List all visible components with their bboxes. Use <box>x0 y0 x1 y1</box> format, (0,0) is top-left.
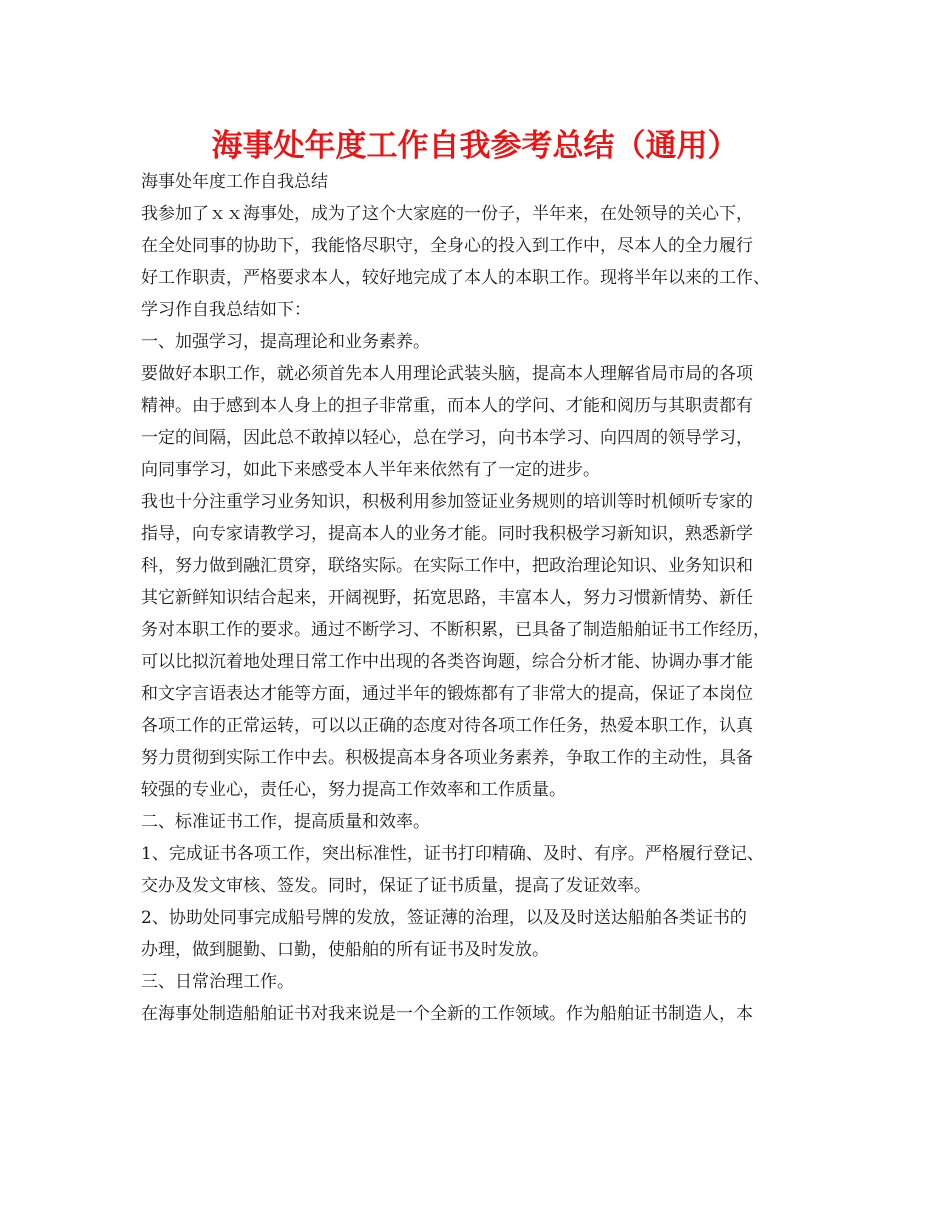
body-line: 我也十分注重学习业务知识，积极利用参加签证业务规则的培训等时机倾听专家的 <box>141 492 753 512</box>
body-line: 一、加强学习，提高理论和业务素养。 <box>141 332 430 352</box>
body-line: 三、日常治理工作。 <box>141 972 294 992</box>
body-line: 务对本职工作的要求。通过不断学习、不断积累，已具备了制造船舶证书工作经历， <box>141 620 770 640</box>
body-line: 向同事学习，如此下来感受本人半年来依然有了一定的进步。 <box>141 460 600 480</box>
body-line: 好工作职责，严格要求本人，较好地完成了本人的本职工作。现将半年以来的工作、 <box>141 268 770 288</box>
body-line: 精神。由于感到本人身上的担子非常重，而本人的学问、才能和阅历与其职责都有 <box>141 396 753 416</box>
body-line: 交办及发文审核、签发。同时，保证了证书质量，提高了发证效率。 <box>141 876 651 896</box>
document-body <box>141 166 831 1030</box>
body-line: 2、协助处同事完成船号牌的发放，签证薄的治理，以及及时送达船舶各类证书的 <box>141 908 747 928</box>
body-line: 努力贯彻到实际工作中去。积极提高本身各项业务素养，争取工作的主动性，具备 <box>141 748 753 768</box>
body-line: 较强的专业心，责任心，努力提高工作效率和工作质量。 <box>141 780 566 800</box>
body-line: 指导，向专家请教学习，提高本人的业务才能。同时我积极学习新知识，熟悉新学 <box>141 524 753 544</box>
body-line: 可以比拟沉着地处理日常工作中出现的各类咨询题，综合分析才能、协调办事才能 <box>141 652 753 672</box>
body-line: 一定的间隔，因此总不敢掉以轻心，总在学习，向书本学习、向四周的领导学习， <box>141 428 753 448</box>
body-line: 各项工作的正常运转，可以以正确的态度对待各项工作任务，热爱本职工作，认真 <box>141 716 753 736</box>
body-line: 科，努力做到融汇贯穿，联络实际。在实际工作中，把政治理论知识、业务知识和 <box>141 556 753 576</box>
document-title: 海事处年度工作自我参考总结（通用） <box>211 128 739 164</box>
body-line: 海事处年度工作自我总结 <box>141 172 328 192</box>
body-line: 办理，做到腿勤、口勤，使船舶的所有证书及时发放。 <box>141 940 549 960</box>
body-line: 我参加了ｘｘ海事处，成为了这个大家庭的一份子，半年来，在处领导的关心下， <box>141 204 753 224</box>
body-line: 和文字言语表达才能等方面，通过半年的锻炼都有了非常大的提高，保证了本岗位 <box>141 684 753 704</box>
body-line: 要做好本职工作，就必须首先本人用理论武装头脑，提高本人理解省局市局的各项 <box>141 364 753 384</box>
body-line: 在全处同事的协助下，我能恪尽职守，全身心的投入到工作中，尽本人的全力履行 <box>141 236 753 256</box>
body-line: 学习作自我总结如下： <box>141 300 311 320</box>
body-line: 在海事处制造船舶证书对我来说是一个全新的工作领域。作为船舶证书制造人，本 <box>141 1004 753 1024</box>
body-line: 1、完成证书各项工作，突出标准性，证书打印精确、及时、有序。严格履行登记、 <box>141 844 764 864</box>
body-line: 二、标准证书工作，提高质量和效率。 <box>141 812 430 832</box>
body-line: 其它新鲜知识结合起来，开阔视野，拓宽思路，丰富本人，努力习惯新情势、新任 <box>141 588 753 608</box>
